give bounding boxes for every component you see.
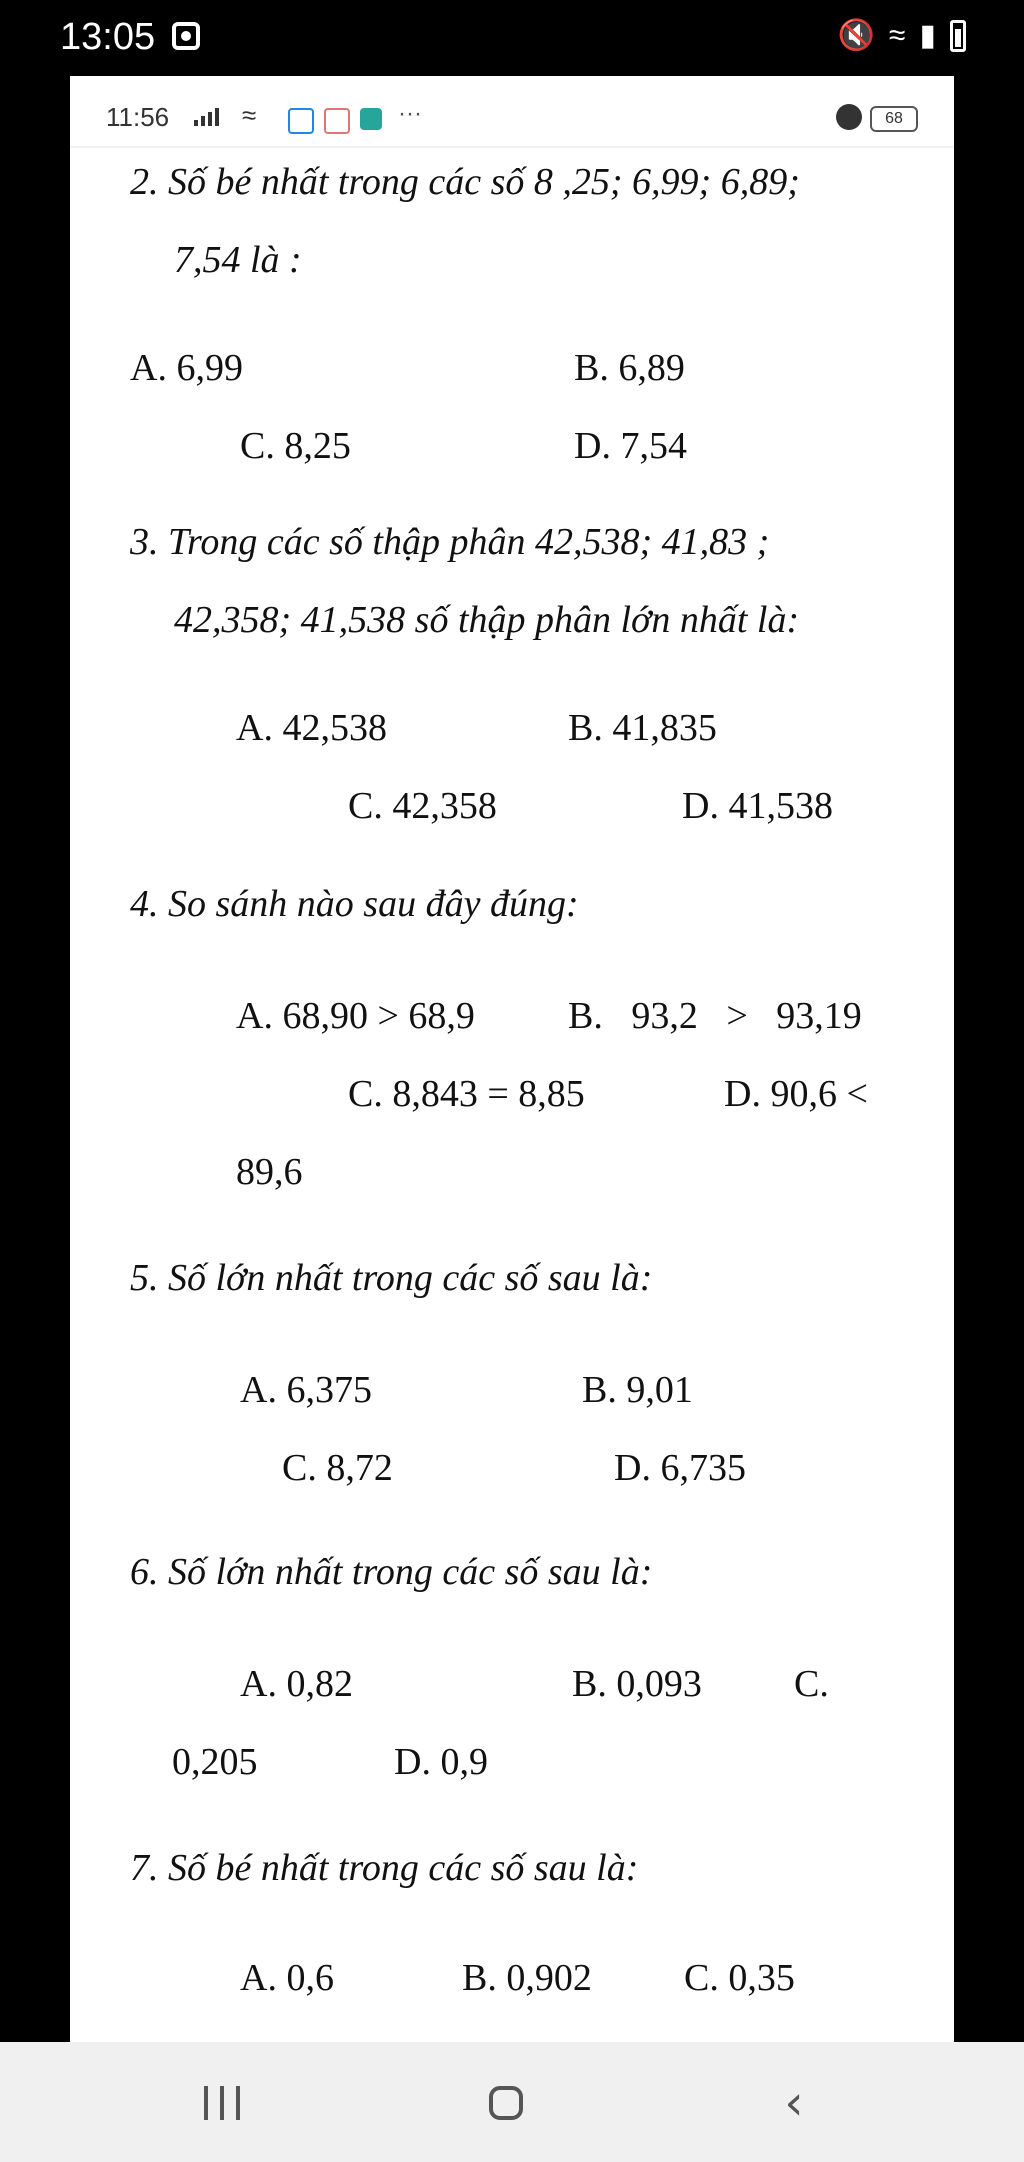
alarm-icon bbox=[836, 104, 862, 130]
answer-option: B. 0,093 bbox=[572, 1663, 702, 1705]
answer-option: B. 6,89 bbox=[574, 347, 685, 389]
question-2-text: 2. Số bé nhất trong các số 8 ,25; 6,99; 6,89; bbox=[130, 161, 800, 203]
answer-option: C. 8,843 = 8,85 bbox=[348, 1073, 585, 1115]
back-button[interactable] bbox=[764, 2075, 824, 2131]
recent-apps-icon bbox=[204, 2086, 208, 2120]
recent-apps-icon bbox=[236, 2086, 240, 2120]
inner-status-time: 11:56 bbox=[106, 102, 170, 132]
answer-option: A. 6,99 bbox=[130, 347, 243, 389]
answer-option: D. 41,538 bbox=[682, 785, 833, 827]
answer-option: A. 0,6 bbox=[240, 1957, 334, 1999]
screenshot-image bbox=[70, 76, 954, 2042]
inner-wifi-icon: ≈ bbox=[242, 100, 257, 130]
battery-icon bbox=[950, 20, 966, 52]
question-4-text: 4. So sánh nào sau đây đúng: bbox=[130, 883, 579, 925]
answer-option: C. 0,35 bbox=[684, 1957, 795, 1999]
status-bar bbox=[0, 0, 1024, 76]
app-notification-icon bbox=[288, 108, 314, 134]
answer-option-cont: 0,205 bbox=[172, 1741, 258, 1783]
home-button[interactable] bbox=[476, 2080, 536, 2126]
home-icon bbox=[489, 2086, 523, 2120]
app-notification-icon bbox=[360, 108, 382, 130]
question-7-text: 7. Số bé nhất trong các số sau là: bbox=[130, 1847, 639, 1889]
navigation-bar bbox=[0, 2042, 1024, 2162]
recent-apps-icon bbox=[220, 2086, 224, 2120]
answer-option: B. 41,835 bbox=[568, 707, 717, 749]
app-notification-icon bbox=[324, 108, 350, 134]
answer-option: A. 42,538 bbox=[236, 707, 387, 749]
status-time: 13:05 bbox=[60, 16, 156, 58]
answer-option: A. 0,82 bbox=[240, 1663, 353, 1705]
answer-option: A. 68,90 > 68,9 bbox=[236, 995, 475, 1037]
question-2-text-cont: 7,54 là : bbox=[174, 239, 302, 281]
answer-option: C. bbox=[794, 1663, 829, 1705]
question-5-text: 5. Số lớn nhất trong các số sau là: bbox=[130, 1257, 653, 1299]
answer-option: C. 8,72 bbox=[282, 1447, 393, 1489]
screen-record-icon bbox=[172, 22, 200, 50]
wifi-icon: ≈ bbox=[889, 19, 906, 52]
answer-option: A. 6,375 bbox=[240, 1369, 372, 1411]
question-6-text: 6. Số lớn nhất trong các số sau là: bbox=[130, 1551, 653, 1593]
answer-option: D. 6,735 bbox=[614, 1447, 746, 1489]
answer-option: C. 42,358 bbox=[348, 785, 497, 827]
answer-option: B. 0,902 bbox=[462, 1957, 592, 1999]
inner-battery: 68 bbox=[870, 106, 918, 132]
answer-option: C. 8,25 bbox=[240, 425, 351, 467]
mute-icon: 🔇 bbox=[837, 19, 876, 52]
signal-icon: ▮ bbox=[919, 19, 936, 52]
answer-option: D. 7,54 bbox=[574, 425, 687, 467]
recent-apps-button[interactable] bbox=[192, 2080, 252, 2126]
answer-option: B. 9,01 bbox=[582, 1369, 693, 1411]
question-3-text: 3. Trong các số thập phân 42,538; 41,83 ; bbox=[130, 521, 770, 563]
answer-option-cont: 89,6 bbox=[236, 1151, 303, 1193]
status-icons bbox=[838, 18, 966, 54]
inner-signal-icon bbox=[194, 106, 219, 126]
back-chevron-icon: ‹ bbox=[784, 2075, 804, 2131]
more-icon: ··· bbox=[398, 100, 422, 127]
answer-option: D. 0,9 bbox=[394, 1741, 488, 1783]
question-3-text-cont: 42,358; 41,538 số thập phân lớn nhất là: bbox=[174, 599, 800, 641]
inner-status-bar bbox=[70, 76, 954, 148]
answer-option: B. 93,2 > 93,19 bbox=[568, 995, 862, 1037]
answer-option: D. 90,6 < bbox=[724, 1073, 868, 1115]
